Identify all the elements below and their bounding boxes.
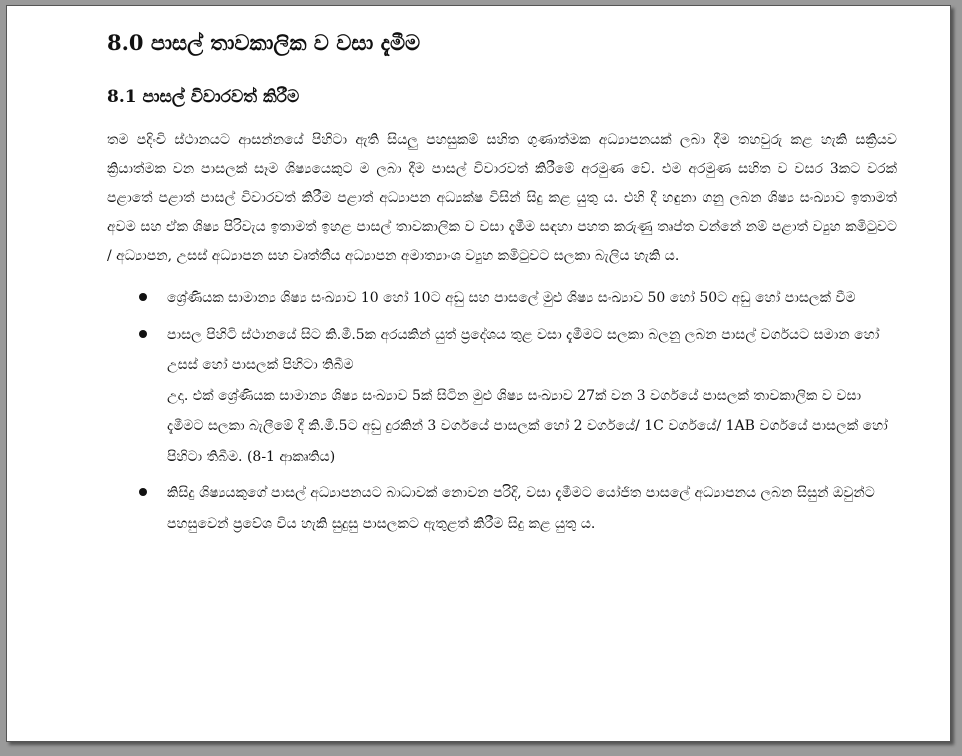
page-content xyxy=(107,28,897,545)
bullet-list xyxy=(107,283,897,539)
bullet-icon xyxy=(139,488,147,496)
bullet-text: කිසිදු ශිෂ්‍යයකුගේ පාසල් අධ්‍යාපනයට බාධාවක් නොවන පරිදි, වසා දැමීමට යෝජිත පාසලේ අධ්‍යාපනය ලබන සිසුන් ඔවුන්ට පහසුවෙන් ප්‍රවේශ විය හැකි සුදුසු පාසලකට ඇතුළත් කිරීම සිදු කළ යුතු ය. xyxy=(167,485,875,532)
section-heading: 8.0 පාසල් තාවකාලික ව වසා දැමීම xyxy=(107,30,421,55)
bullet-icon xyxy=(139,330,147,338)
bullet-item xyxy=(107,283,897,314)
bullet-text: පාසල පිහිටි ස්ථානයේ සිට කි.මී.5ක අරයකින් යුත් ප්‍රදේශය තුළ වසා දැමීමට සලකා බලනු ලබන පාසල් වර්ගයට සමාන හෝ උසස් හෝ පාසලක් පිහිටා තිබීම xyxy=(167,326,880,373)
bullet-item xyxy=(107,320,897,473)
bullet-text: ශ්‍රේණියක සාමාන්‍ය ශිෂ්‍ය සංඛ්‍යාව 10 හෝ 10ට අඩු සහ පාසලේ මුළු ශිෂ්‍ය සංඛ්‍යාව 50 හෝ 50ට අඩු හෝ පාසලක් වීම xyxy=(167,290,856,306)
body-paragraph: තම පදිංචි ස්ථානයට ආසන්නයේ පිහිටා ඇති සියලු පහසුකම් සහිත ගුණාත්මක අධ්‍යාපනයක් ලබා දීම තහවුරු කළ හැකි සක්‍රියව ක්‍රියාත්මක වන පාසලක් සෑම ශිෂ්‍යයෙකුට ම ලබා දීම පාසල් විවාරවත් කිරීමේ අරමුණ වේ. එම අරමුණ සහිත ව වසර 3කට වරක් පළාතේ පළාත් පාසල් විවාරවත් කිරීම පළාත් අධ්‍යාපන අධ්‍යක්ෂ විසින් සිදු කළ යුතු ය. එහි දී හඳුනා ගනු ලබන ශිෂ්‍ය සංඛ්‍යාව ඉතාමත් අවම සහ ඒක ශිෂ්‍ය පිරිවැය ඉතාමත් ඉහළ පාසල් තාවකාලික ව වසා දැමීම සඳහා පහත කරුණු තෘප්ත වන්නේ නම් පළාත් ව්‍යුහ කමිටුවට / අධ්‍යාපන, උසස් අධ්‍යාපන සහ වෘත්තීය අධ්‍යාපන අමාත්‍යාංශ ව්‍යුහ කමිටුවට සලකා බැලිය හැකි ය. xyxy=(107,132,897,264)
bullet-icon xyxy=(139,293,147,301)
bullet-example: උදා. එක් ශ්‍රේණියක සාමාන්‍ය ශිෂ්‍ය සංඛ්‍යාව 5ක් සිටින මුළු ශිෂ්‍ය සංඛ්‍යාව 27ක් වන 3 වර්ගයේ පාසලක් තාවකාලික ව වසා දැමීමට සලකා බැලීමේ දී කි.මී.5ට අඩු දුරකින් 3 වර්ගයේ පාසලක් හෝ 2 වර්ගයේ/ 1C වර්ගයේ/ 1AB වර්ගයේ පාසලක් හෝ පිහිටා තිබීම. (8-1 ආකෘතිය) xyxy=(167,387,888,465)
bullet-item xyxy=(107,478,897,539)
subsection-heading: 8.1 පාසල් විවාරවත් කිරීම xyxy=(107,87,300,107)
document-page xyxy=(6,5,951,742)
